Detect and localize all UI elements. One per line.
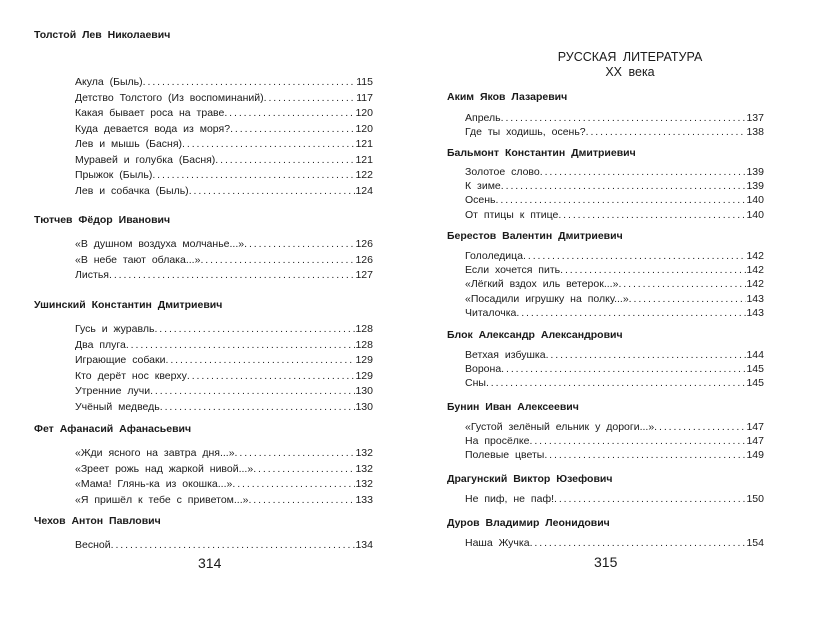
- entry-page-number: 142: [746, 264, 764, 277]
- entry-page-number: 150: [746, 493, 764, 505]
- entry-title: Два плуга: [75, 338, 126, 351]
- author-heading: Аким Яков Лазаревич: [447, 91, 568, 103]
- dot-leader: [244, 237, 355, 251]
- toc-entry[interactable]: [75, 106, 373, 120]
- dot-leader: [554, 492, 746, 506]
- author-heading: Блок Александр Александрович: [447, 329, 623, 341]
- dot-leader: [109, 268, 355, 282]
- author-heading: Дуров Владимир Леонидович: [447, 517, 610, 529]
- dot-leader: [540, 165, 747, 179]
- toc-entry[interactable]: [75, 91, 373, 105]
- entry-title: Читалочка: [465, 306, 517, 319]
- entry-title: Осень: [465, 194, 496, 207]
- entry-title: Лев и собачка (Быль): [75, 184, 189, 197]
- entry-page-number: 130: [355, 400, 373, 413]
- entry-page-number: 124: [355, 184, 373, 197]
- toc-entry[interactable]: [75, 168, 373, 182]
- section-heading: [510, 50, 750, 80]
- dot-leader: [530, 536, 747, 550]
- dot-leader: [264, 91, 357, 105]
- author-heading: Толстой Лев Николаевич: [34, 29, 171, 41]
- entry-title: Детство Толстого (Из воспоминаний): [75, 91, 264, 104]
- author-heading: Бунин Иван Алексеевич: [447, 401, 579, 413]
- author-heading: Фет Афанасий Афанасьевич: [34, 423, 192, 435]
- entry-title: Гусь и журавль: [75, 323, 155, 335]
- dot-leader: [160, 400, 356, 414]
- entry-page-number: 145: [746, 363, 764, 376]
- toc-entry[interactable]: [75, 446, 373, 460]
- dot-leader: [230, 122, 355, 136]
- entry-page-number: 115: [356, 76, 373, 88]
- dot-leader: [232, 477, 355, 491]
- entry-title: Учёный медведь: [75, 400, 160, 413]
- entry-page-number: 142: [746, 278, 764, 291]
- entry-page-number: 122: [355, 169, 373, 181]
- toc-entry[interactable]: [465, 249, 764, 263]
- author-heading: Бальмонт Константин Дмитриевич: [447, 147, 636, 159]
- dot-leader: [154, 322, 355, 336]
- entry-page-number: 121: [355, 153, 373, 166]
- entry-title: Утренние лучи: [75, 385, 151, 397]
- toc-entry[interactable]: [75, 353, 373, 367]
- dot-leader: [618, 277, 746, 291]
- dot-leader: [486, 376, 747, 390]
- entry-title: Если хочется пить: [465, 264, 561, 277]
- toc-entry[interactable]: [75, 538, 373, 552]
- dot-leader: [654, 420, 746, 434]
- dot-leader: [496, 193, 747, 207]
- dot-leader: [516, 306, 746, 320]
- entry-title: Куда девается вода из моря?: [75, 122, 231, 135]
- toc-entry[interactable]: [75, 268, 373, 282]
- dot-leader: [253, 462, 355, 476]
- heading-line-1: РУССКАЯ ЛИТЕРАТУРА: [557, 50, 703, 64]
- entry-title: Апрель: [465, 112, 501, 124]
- dot-leader: [235, 446, 356, 460]
- toc-entry[interactable]: [75, 253, 373, 267]
- dot-leader: [544, 448, 746, 462]
- dot-leader: [501, 179, 747, 193]
- entry-page-number: 154: [746, 537, 764, 549]
- dot-leader: [111, 538, 356, 552]
- entry-title: Кто дерёт нос кверху: [75, 369, 187, 382]
- entry-title: На просёлке: [465, 435, 530, 448]
- entry-title: Золотое слово: [465, 166, 540, 178]
- dot-leader: [546, 348, 747, 362]
- toc-entry[interactable]: [75, 338, 373, 352]
- dot-leader: [150, 384, 355, 398]
- toc-entry[interactable]: [465, 434, 764, 448]
- toc-entry[interactable]: [75, 369, 373, 383]
- entry-page-number: 128: [355, 323, 373, 335]
- entry-page-number: 140: [746, 208, 764, 221]
- toc-entry[interactable]: [75, 493, 373, 507]
- toc-entry[interactable]: [75, 477, 373, 491]
- entry-title: «Зреет рожь над жаркой нивой...»: [75, 462, 254, 475]
- dot-leader: [143, 75, 357, 89]
- dot-leader: [182, 137, 355, 151]
- entry-page-number: 128: [355, 338, 373, 351]
- author-heading: Ушинский Константин Дмитриевич: [34, 299, 223, 311]
- dot-leader: [523, 249, 746, 263]
- dot-leader: [152, 168, 355, 182]
- entry-page-number: 137: [746, 112, 764, 124]
- entry-page-number: 120: [355, 107, 373, 119]
- entry-title: «Лёгкий вздох иль ветерок...»: [465, 278, 619, 291]
- entry-title: Не пиф, не паф!: [465, 493, 555, 505]
- author-heading: Берестов Валентин Дмитриевич: [447, 230, 623, 242]
- toc-entry[interactable]: [75, 462, 373, 476]
- toc-entry[interactable]: [465, 125, 764, 139]
- entry-page-number: 134: [355, 539, 373, 551]
- entry-page-number: 126: [355, 238, 373, 250]
- entry-page-number: 117: [356, 91, 373, 104]
- dot-leader: [586, 125, 747, 139]
- toc-entry[interactable]: [465, 536, 764, 550]
- dot-leader: [189, 184, 356, 198]
- entry-title: Гололедица: [465, 250, 524, 262]
- toc-entry[interactable]: [465, 277, 764, 291]
- entry-title: К зиме: [465, 180, 501, 193]
- toc-entry[interactable]: [465, 420, 764, 434]
- entry-page-number: 120: [355, 122, 373, 135]
- entry-title: «Я пришёл к тебе с приветом...»: [75, 493, 249, 506]
- dot-leader: [215, 153, 355, 167]
- entry-page-number: 130: [355, 385, 373, 397]
- entry-page-number: 127: [355, 269, 373, 281]
- toc-entry[interactable]: [465, 165, 764, 179]
- entry-title: Сны: [465, 377, 486, 390]
- entry-title: Полевые цветы: [465, 449, 545, 462]
- toc-entry[interactable]: [465, 193, 764, 207]
- toc-entry[interactable]: [75, 322, 373, 336]
- entry-page-number: 132: [355, 447, 373, 459]
- toc-entry[interactable]: [465, 292, 764, 306]
- entry-page-number: 144: [746, 349, 764, 361]
- entry-title: «В небе тают облака...»: [75, 253, 201, 266]
- entry-title: Муравей и голубка (Басня): [75, 153, 216, 166]
- toc-entry[interactable]: [465, 348, 764, 362]
- toc-entry[interactable]: [465, 179, 764, 193]
- entry-title: Играющие собаки: [75, 354, 166, 366]
- toc-entry[interactable]: [465, 448, 764, 462]
- toc-entry[interactable]: [75, 384, 373, 398]
- dot-leader: [248, 493, 355, 507]
- toc-entry[interactable]: [75, 75, 373, 89]
- dot-leader: [224, 106, 355, 120]
- dot-leader: [560, 263, 746, 277]
- entry-page-number: 132: [355, 462, 373, 475]
- toc-entry[interactable]: [75, 237, 373, 251]
- toc-entry[interactable]: [465, 208, 764, 222]
- toc-entry[interactable]: [465, 492, 764, 506]
- entry-page-number: 147: [746, 435, 764, 448]
- entry-title: Прыжок (Быль): [75, 169, 153, 181]
- toc-entry[interactable]: [75, 122, 373, 136]
- entry-page-number: 129: [355, 369, 373, 382]
- dot-leader: [126, 338, 356, 352]
- toc-entry[interactable]: [75, 137, 373, 151]
- entry-title: Листья: [75, 269, 109, 281]
- toc-entry[interactable]: [465, 306, 764, 320]
- author-heading: Тютчев Фёдор Иванович: [34, 214, 171, 226]
- entry-page-number: 121: [355, 138, 373, 150]
- toc-entry[interactable]: [465, 376, 764, 390]
- entry-title: Наша Жучка: [465, 537, 530, 549]
- entry-page-number: 133: [355, 493, 373, 506]
- heading-line-2: XX века: [605, 65, 655, 79]
- dot-leader: [200, 253, 355, 267]
- dot-leader: [187, 369, 356, 383]
- entry-page-number: 147: [746, 421, 764, 433]
- toc-entry[interactable]: [75, 400, 373, 414]
- dot-leader: [501, 111, 747, 125]
- toc-entry[interactable]: [465, 263, 764, 277]
- entry-title: «Жди ясного на завтра дня...»: [75, 447, 235, 459]
- entry-title: От птицы к птице: [465, 208, 559, 221]
- entry-title: Акула (Быль): [75, 76, 143, 88]
- author-heading: Чехов Антон Павлович: [34, 515, 161, 527]
- entry-page-number: 140: [746, 194, 764, 207]
- toc-entry[interactable]: [75, 153, 373, 167]
- entry-page-number: 149: [746, 449, 764, 462]
- entry-title: «Мама! Глянь-ка из окошка...»: [75, 478, 233, 490]
- entry-page-number: 142: [746, 250, 764, 262]
- author-heading: Драгунский Виктор Юзефович: [447, 473, 613, 485]
- entry-page-number: 129: [355, 354, 373, 366]
- entry-page-number: 143: [746, 292, 764, 305]
- entry-page-number: 145: [746, 377, 764, 390]
- entry-page-number: 126: [355, 253, 373, 266]
- toc-entry[interactable]: [465, 111, 764, 125]
- dot-leader: [501, 362, 746, 376]
- dot-leader: [165, 353, 355, 367]
- page-number: 314: [198, 555, 222, 571]
- dot-leader: [629, 292, 747, 306]
- entry-title: «Посадили игрушку на полку...»: [465, 292, 629, 305]
- entry-title: Где ты ходишь, осень?: [465, 126, 586, 139]
- toc-entry[interactable]: [75, 184, 373, 198]
- page-number: 315: [594, 554, 618, 570]
- dot-leader: [529, 434, 746, 448]
- entry-page-number: 138: [746, 126, 764, 139]
- entry-title: «В душном воздуха молчанье...»: [75, 238, 245, 250]
- dot-leader: [558, 208, 746, 222]
- right-page: [410, 0, 820, 636]
- entry-title: Ворона: [465, 363, 502, 376]
- entry-title: Какая бывает роса на траве: [75, 107, 225, 119]
- entry-title: Лев и мышь (Басня): [75, 138, 183, 150]
- entry-title: Ветхая избушка: [465, 349, 546, 361]
- entry-page-number: 139: [746, 180, 764, 193]
- entry-page-number: 143: [746, 306, 764, 319]
- entry-page-number: 139: [746, 166, 764, 178]
- entry-title: «Густой зелёный ельник у дороги...»: [465, 421, 655, 433]
- entry-title: Весной: [75, 539, 111, 551]
- toc-entry[interactable]: [465, 362, 764, 376]
- entry-page-number: 132: [355, 478, 373, 490]
